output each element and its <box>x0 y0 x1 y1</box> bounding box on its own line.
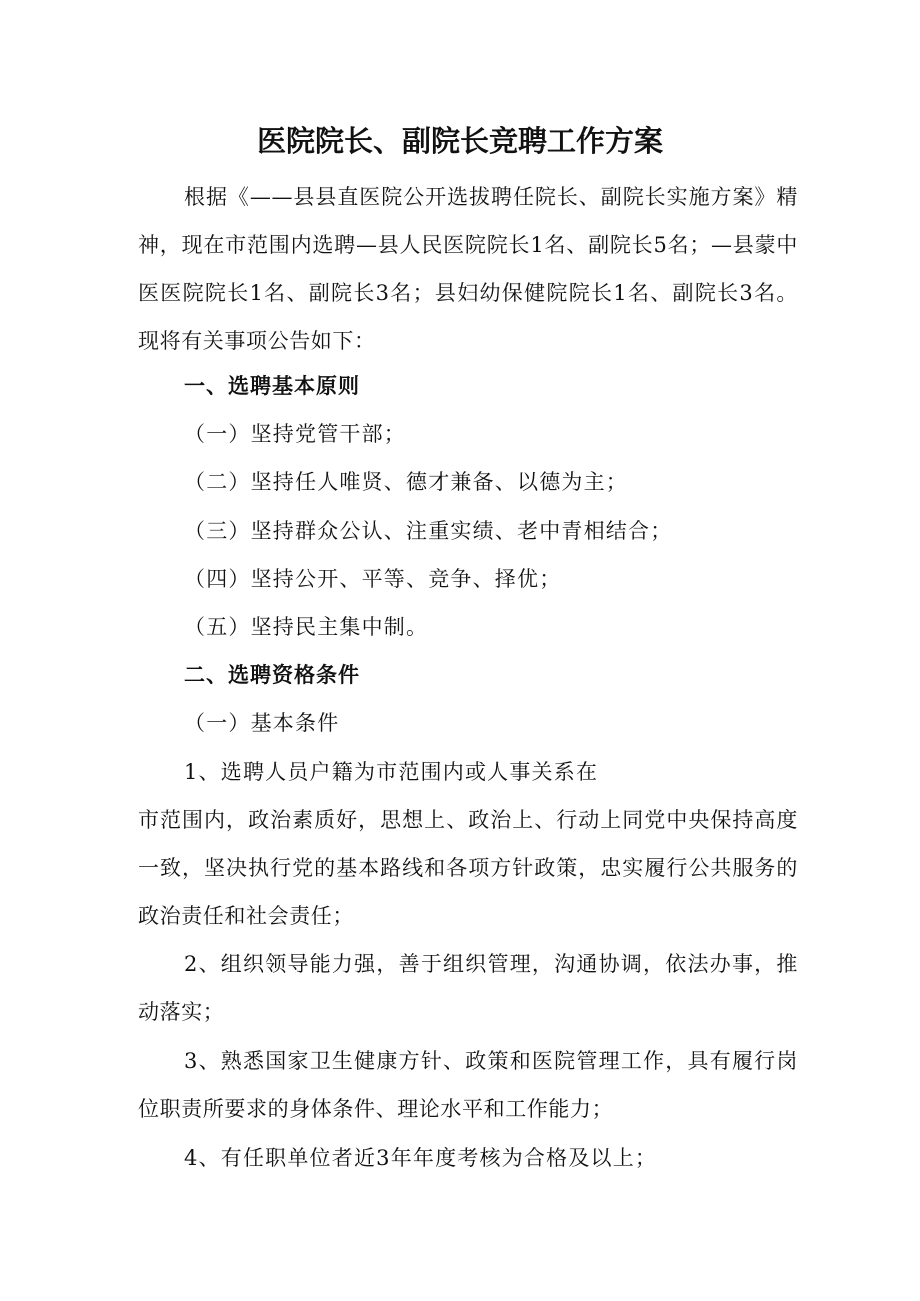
principle-item-1: （一）坚持党管干部； <box>184 422 406 446</box>
condition-1-continuation: 市范围内，政治素质好，思想上、政治上、行动上同党中央保持高度一致，坚决执行党的基本路线和各项方针政策，忠实履行公共服务的政治责任和社会责任； <box>138 808 798 928</box>
principle-item-4: （四）坚持公开、平等、竞争、择优； <box>184 567 562 591</box>
intro-paragraph: 根据《——县县直医院公开选拔聘任院长、副院长实施方案》精神，现在市范围内选聘—县人民医院院长1名、副院长5名；—县蒙中医医院院长1名、副院长3名；县妇幼保健院院长1名、副院长3名。现将有关事项公告如下： <box>138 185 798 353</box>
condition-1-first-line: 1、选聘人员户籍为市范围内或人事关系在 <box>184 760 599 784</box>
principle-item-5: （五）坚持民主集中制。 <box>184 615 429 639</box>
condition-3: 3、熟悉国家卫生健康方针、政策和医院管理工作，具有履行岗位职责所要求的身体条件、理论水平和工作能力； <box>138 1049 798 1121</box>
subheading-basic-conditions: （一）基本条件 <box>184 711 340 735</box>
principle-item-3: （三）坚持群众公认、注重实绩、老中青相结合； <box>184 519 673 543</box>
condition-4: 4、有任职单位者近3年年度考核为合格及以上； <box>184 1146 658 1170</box>
document-title: 医院院长、副院长竞聘工作方案 <box>256 124 663 158</box>
section-heading-principles: 一、选聘基本原则 <box>184 374 360 398</box>
principle-item-2: （二）坚持任人唯贤、德才兼备、以德为主； <box>184 470 628 494</box>
condition-2: 2、组织领导能力强，善于组织管理，沟通协调，依法办事，推动落实； <box>138 952 798 1024</box>
section-heading-qualifications: 二、选聘资格条件 <box>184 663 360 687</box>
